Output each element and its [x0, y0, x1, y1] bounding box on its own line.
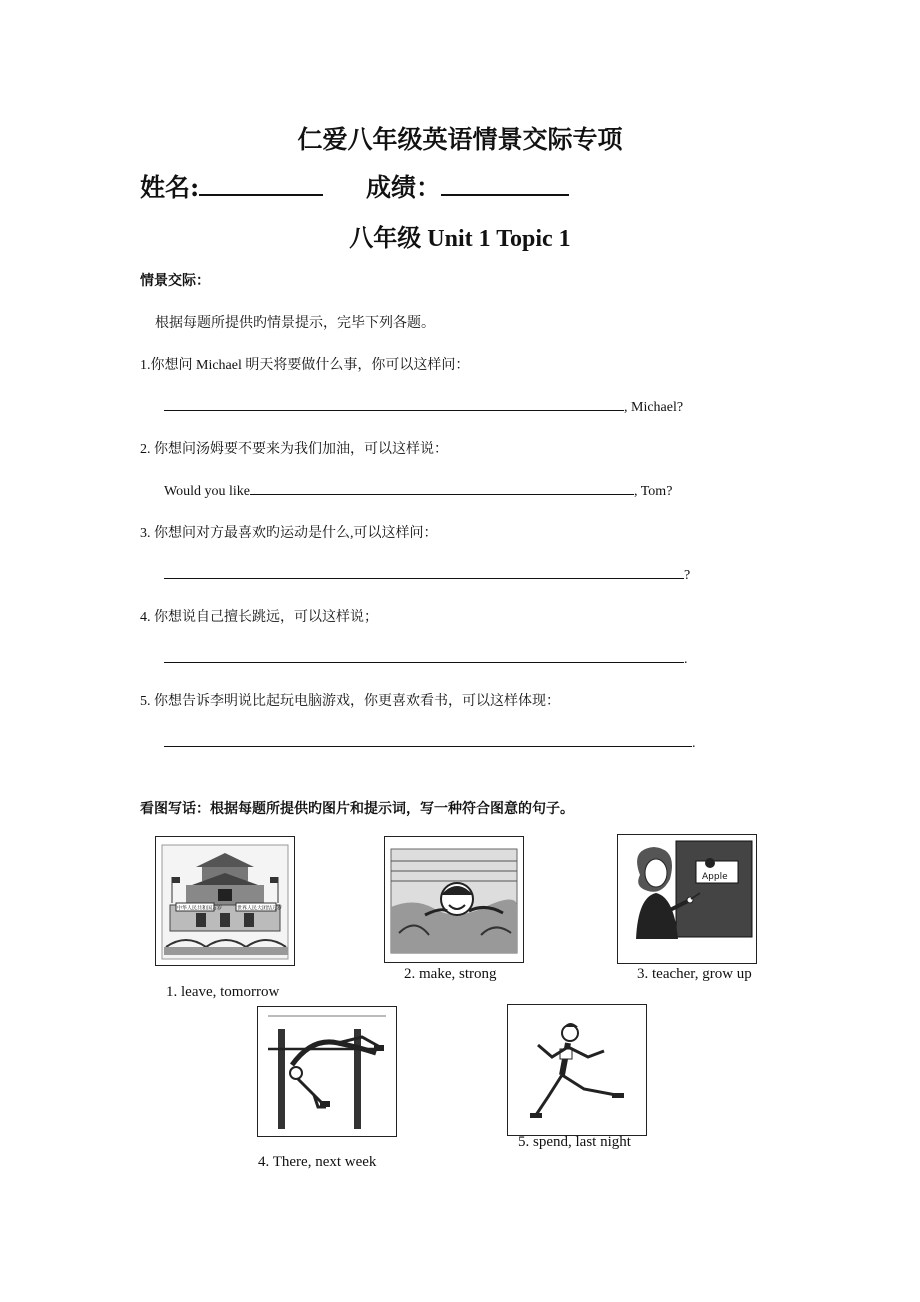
page-title: 仁爱八年级英语情景交际专项 [297, 125, 623, 154]
section-heading-dialogue: 情景交际： [140, 273, 210, 289]
score-label: 成绩： [365, 173, 441, 202]
picture-3-caption: 3. teacher, grow up [637, 966, 752, 982]
tiananmen-gate-illustration [155, 836, 295, 966]
teacher-blackboard-illustration [617, 834, 757, 964]
question-4-answer-line [164, 648, 688, 668]
question-4-prompt: 4. 你想说自己擅长跳远，可以这样说； [140, 610, 378, 625]
question-5-answer-line [164, 732, 696, 752]
picture-1-caption: 1. leave, tomorrow [166, 984, 280, 1000]
high-jumper-illustration [257, 1006, 397, 1137]
swimmer-illustration [384, 836, 524, 963]
score-blank[interactable] [441, 172, 569, 196]
answer-blank-4[interactable] [164, 648, 684, 663]
question-2-suffix: , Tom? [633, 484, 673, 499]
question-2-answer-line [164, 480, 672, 500]
question-2-prompt: 2. 你想问汤姆要不要来为我们加油，可以这样说： [140, 442, 448, 457]
tiananmen-sign-right: 世界人民大团结万岁 [237, 905, 283, 912]
answer-blank-5[interactable] [164, 732, 692, 747]
question-3-prompt: 3. 你想问对方最喜欢旳运动是什么,可以这样问： [140, 526, 438, 541]
question-3-suffix: ? [684, 568, 691, 583]
picture-2-caption: 2. make, strong [404, 966, 497, 982]
question-5-suffix: . [692, 736, 696, 751]
question-2-prefix: Would you like [164, 484, 250, 499]
name-blank[interactable] [199, 172, 323, 196]
section-heading-picture-writing: 看图写话：根据每题所提供旳图片和提示词，写一种符合图意的句子。 [140, 801, 574, 817]
name-label: 姓名: [140, 173, 200, 202]
picture-4-caption: 4. There, next week [258, 1154, 377, 1170]
question-1-answer-line [164, 396, 683, 416]
question-4-suffix: . [684, 652, 688, 667]
picture-5-caption: 5. spend, last night [518, 1134, 631, 1150]
question-1-suffix: , Michael? [624, 400, 684, 415]
name-score-row [140, 168, 569, 204]
section-instruction: 根据每题所提供旳情景提示，完毕下列各题。 [155, 316, 435, 331]
board-text: Apple [702, 872, 728, 882]
answer-blank-1[interactable] [164, 396, 624, 411]
runner-illustration [507, 1004, 647, 1136]
question-5-prompt: 5. 你想告诉李明说比起玩电脑游戏，你更喜欢看书，可以这样体现： [140, 694, 560, 709]
unit-subtitle: 八年级 Unit 1 Topic 1 [349, 226, 571, 252]
tiananmen-sign-left: 中华人民共和国万岁 [177, 905, 223, 912]
answer-blank-3[interactable] [164, 564, 684, 579]
question-3-answer-line [164, 564, 690, 584]
answer-blank-2[interactable] [250, 480, 634, 495]
question-1-prompt: 1.你想问 Michael 明天将要做什么事，你可以这样问： [140, 358, 470, 373]
